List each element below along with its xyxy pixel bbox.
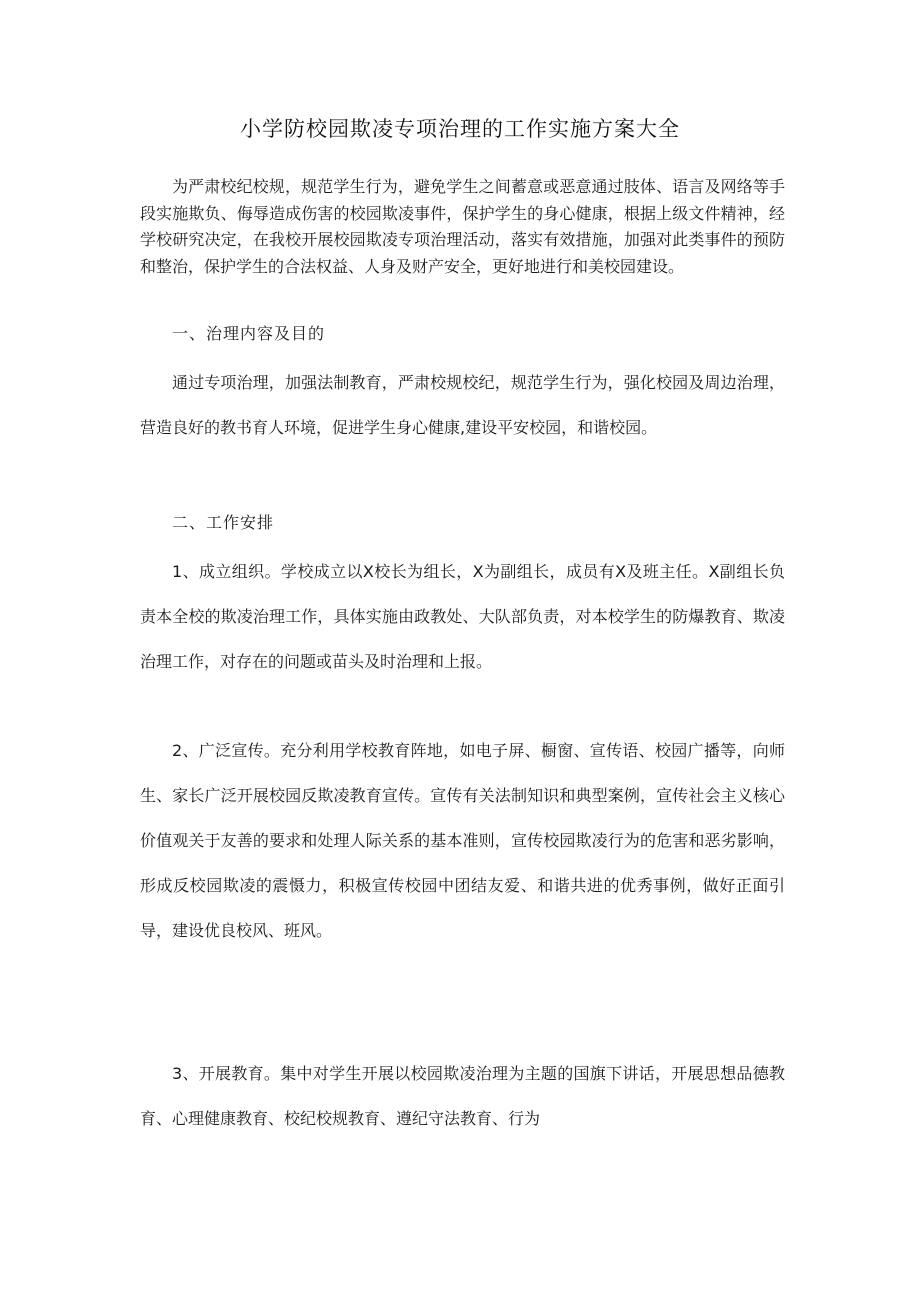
section-heading-work-arrangement: 二、工作安排	[172, 513, 275, 532]
paragraph-establish-organization: 1、成立组织。学校成立以X校长为组长，X为副组长，成员有X及班主任。X副组长负责本全校的欺凌治理工作，具体实施由政教处、大队部负责，对本校学生的防爆教育、欺凌治理工作，对存在的问题或苗头及时治理和上报。	[140, 562, 785, 671]
section-heading-governance-content: 一、治理内容及目的	[172, 324, 326, 343]
governance-content-paragraph: 通过专项治理，加强法制教育，严肃校规校纪，规范学生行为，强化校园及周边治理，营造良好的教书育人环境，促进学生身心健康,建设平安校园，和谐校园。	[140, 373, 785, 437]
paragraph-publicity: 2、广泛宣传。充分利用学校教育阵地，如电子屏、橱窗、宣传语、校园广播等，向师生、家长广泛开展校园反欺凌教育宣传。宣传有关法制知识和典型案例，宣传社会主义核心价值观关于友善的要求和处理人际关系的基本准则，宣传校园欺凌行为的危害和恶劣影响，形成反校园欺凌的震慑力，积极宣传校园中团结友爱、和谐共进的优秀事例，做好正面引导，建设优良校风、班风。	[140, 741, 785, 940]
paragraph-education: 3、开展教育。集中对学生开展以校园欺凌治理为主题的国旗下讲话，开展思想品德教育、心理健康教育、校纪校规教育、遵纪守法教育、行为	[140, 1064, 785, 1128]
document-title: 小学防校园欺凌专项治理的工作实施方案大全	[240, 117, 680, 141]
intro-paragraph: 为严肃校纪校规，规范学生行为，避免学生之间蓄意或恶意通过肢体、语言及网络等手段实施欺负、侮辱造成伤害的校园欺凌事件，保护学生的身心健康，根据上级文件精神，经学校研究决定，在我校开展校园欺凌专项治理活动，落实有效措施，加强对此类事件的预防和整治，保护学生的合法权益、人身及财产安全，更好地进行和美校园建设。	[140, 177, 785, 276]
